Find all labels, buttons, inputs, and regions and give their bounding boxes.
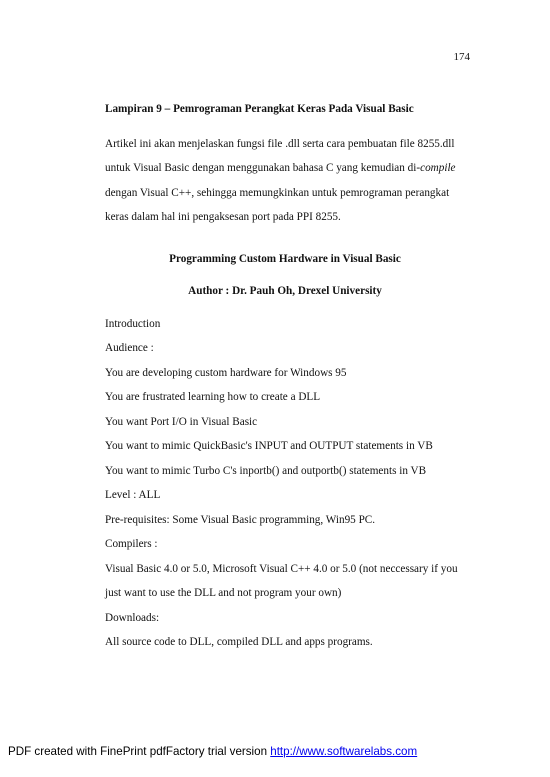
paragraph-text-1: Artikel ini akan menjelaskan fungsi file .dll serta cara pembuatan file 8255.dll untuk Visual Basic dengan menggunakan bahasa C yang kemudian di- xyxy=(105,137,455,174)
footer-text: PDF created with FinePrint pdfFactory trial version xyxy=(8,745,271,758)
line-compiler-versions: Visual Basic 4.0 or 5.0, Microsoft Visual C++ 4.0 or 5.0 (not neccessary if you xyxy=(105,562,458,575)
line-turbo-c: You want to mimic Turbo C's inportb() and outportb() statements in VB xyxy=(105,464,427,477)
appendix-paragraph xyxy=(105,132,465,230)
page-number: 174 xyxy=(453,51,470,63)
paragraph-text-2: dengan Visual C++, sehingga memungkinkan untuk pemrograman perangkat keras dalam hal ini pengaksesan port pada PPI 8255. xyxy=(105,186,450,223)
paragraph-italic: compile xyxy=(420,162,456,174)
line-prerequisites: Pre-requisites: Some Visual Basic programming, Win95 PC. xyxy=(105,513,376,526)
page-content xyxy=(105,97,465,655)
line-port-io: You want Port I/O in Visual Basic xyxy=(105,415,258,428)
footer-link[interactable]: http://www.softwarelabs.com xyxy=(270,745,418,758)
line-custom-hardware: You are developing custom hardware for Windows 95 xyxy=(105,366,347,379)
line-source-code: All source code to DLL, compiled DLL and apps programs. xyxy=(105,636,373,648)
appendix-heading: Lampiran 9 – Pemrograman Perangkat Keras Pada Visual Basic xyxy=(105,103,414,115)
line-introduction: Introduction xyxy=(105,317,161,330)
line-audience: Audience : xyxy=(105,342,154,354)
article-title: Programming Custom Hardware in Visual Basic xyxy=(169,252,401,265)
article-author: Author : Dr. Pauh Oh, Drexel University xyxy=(188,285,382,297)
line-compilers: Compilers : xyxy=(105,538,158,550)
pdf-footer xyxy=(8,745,417,758)
line-compiler-note: just want to use the DLL and not program your own) xyxy=(105,587,342,599)
line-frustrated-dll: You are frustrated learning how to create a DLL xyxy=(105,391,321,403)
line-level: Level : ALL xyxy=(105,489,161,501)
line-downloads: Downloads: xyxy=(105,611,160,624)
line-quickbasic: You want to mimic QuickBasic's INPUT and OUTPUT statements in VB xyxy=(105,440,433,452)
